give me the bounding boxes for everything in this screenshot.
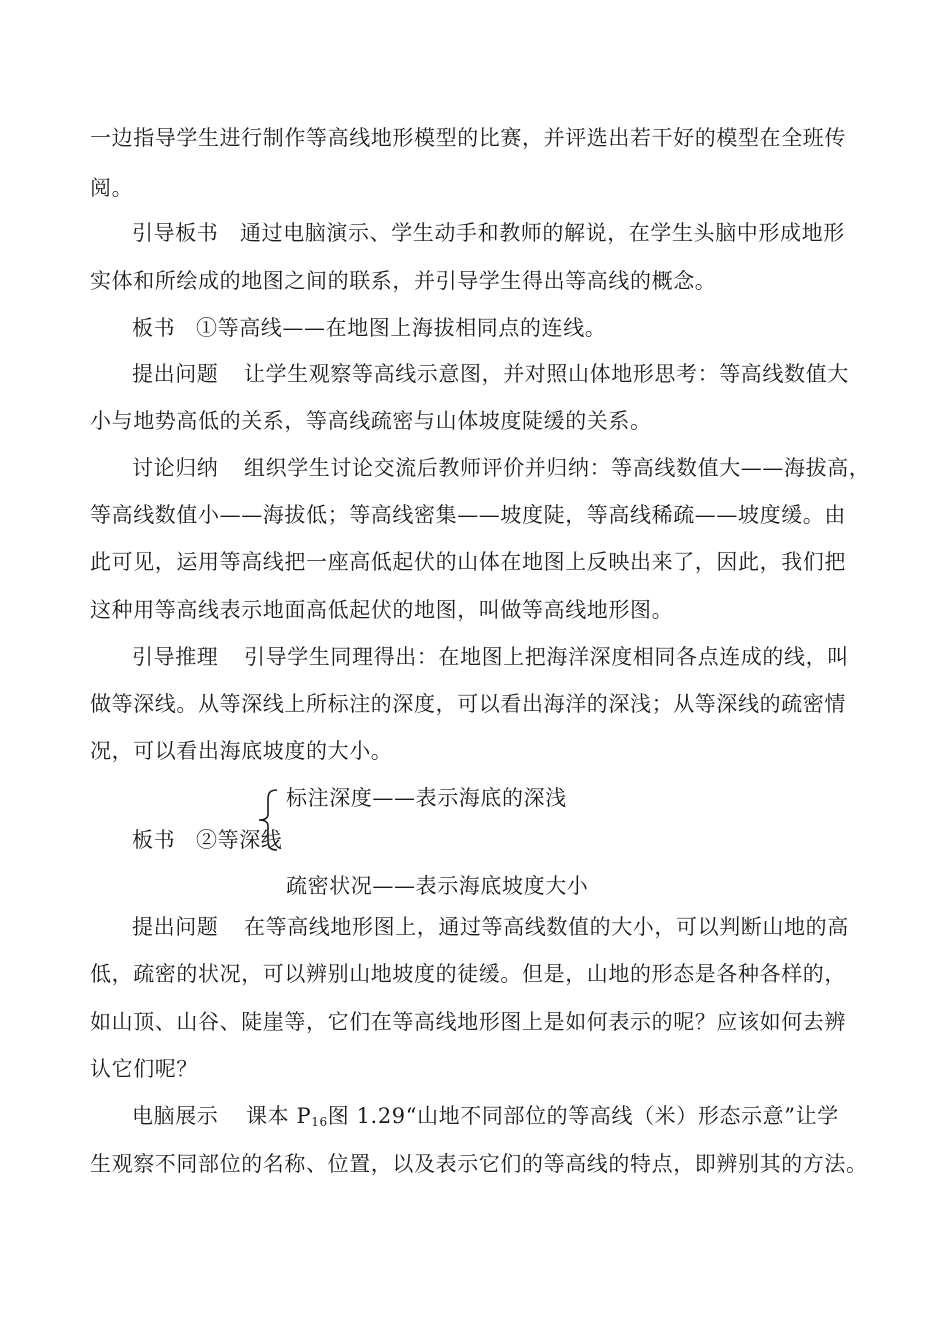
p4-label: 提出问题 <box>132 362 219 386</box>
p6-line-1: 引导学生同理得出：在地图上把海洋深度相同各点连成的线，叫 <box>244 645 849 669</box>
curly-brace-icon <box>255 788 281 852</box>
p2-label: 引导板书 <box>132 221 219 245</box>
board2-branch-2: 疏密状况——表示海底坡度大小 <box>286 874 589 898</box>
p5-label: 讨论归纳 <box>132 456 219 480</box>
p7-line-2: 低，疏密的状况，可以辨别山地坡度的徒缓。但是，山地的形态是各种各样的， <box>90 962 846 986</box>
p2-line-2: 实体和所绘成的地图之间的联系，并引导学生得出等高线的概念。 <box>90 269 717 293</box>
p5-line-1: 组织学生讨论交流后教师评价并归纳：等高线数值大——海拔高， <box>244 456 871 480</box>
p3-label: 板书 <box>132 316 176 340</box>
p8-label: 电脑展示 <box>132 1104 219 1128</box>
board2-branch-1: 标注深度——表示海底的深浅 <box>286 786 567 810</box>
p2-line-1: 通过电脑演示、学生动手和教师的解说，在学生头脑中形成地形 <box>240 221 845 245</box>
p7-line-4: 认它们呢？ <box>90 1057 198 1081</box>
p5-line-4: 这种用等高线表示地面高低起伏的地图，叫做等高线地形图。 <box>90 598 674 622</box>
p1-line-1: 一边指导学生进行制作等高线地形模型的比赛，并评选出若干好的模型在全班传 <box>90 126 846 150</box>
p7-label: 提出问题 <box>132 915 219 939</box>
p4-line-1: 让学生观察等高线示意图，并对照山体地形思考：等高线数值大 <box>244 362 849 386</box>
p6-line-3: 况，可以看出海底坡度的大小。 <box>90 739 393 763</box>
p4-line-2: 小与地势高低的关系，等高线疏密与山体坡度陡缓的关系。 <box>90 409 652 433</box>
p5-line-3: 此可见，运用等高线把一座高低起伏的山体在地图上反映出来了，因此，我们把 <box>90 550 846 574</box>
board2-term: ②等深线 <box>196 828 283 852</box>
p5-line-2: 等高线数值小——海拔低；等高线密集——坡度陡，等高线稀疏——坡度缓。由 <box>90 503 846 527</box>
p8-line-1-post: 图 1.29“山地不同部位的等高线（米）形态示意”让学 <box>327 1104 839 1128</box>
p7-line-3: 如山顶、山谷、陡崖等，它们在等高线地形图上是如何表示的呢？应该如何去辨 <box>90 1010 846 1034</box>
p8-page-subscript: 16 <box>311 1115 328 1129</box>
p1-line-2: 阅。 <box>90 176 134 200</box>
board2-label: 板书 <box>132 828 176 852</box>
p7-line-1: 在等高线地形图上，通过等高线数值的大小，可以判断山地的高 <box>244 915 849 939</box>
p3-text: ①等高线——在地图上海拔相同点的连线。 <box>196 316 607 340</box>
p6-label: 引导推理 <box>132 645 219 669</box>
p6-line-2: 做等深线。从等深线上所标注的深度，可以看出海洋的深浅；从等深线的疏密情 <box>90 692 846 716</box>
p8-line-2: 生观察不同部位的名称、位置，以及表示它们的等高线的特点，即辨别其的方法。 <box>90 1152 868 1176</box>
p8-line-1-pre: 课本 P <box>246 1104 312 1128</box>
p8-line-1 <box>246 1102 839 1136</box>
